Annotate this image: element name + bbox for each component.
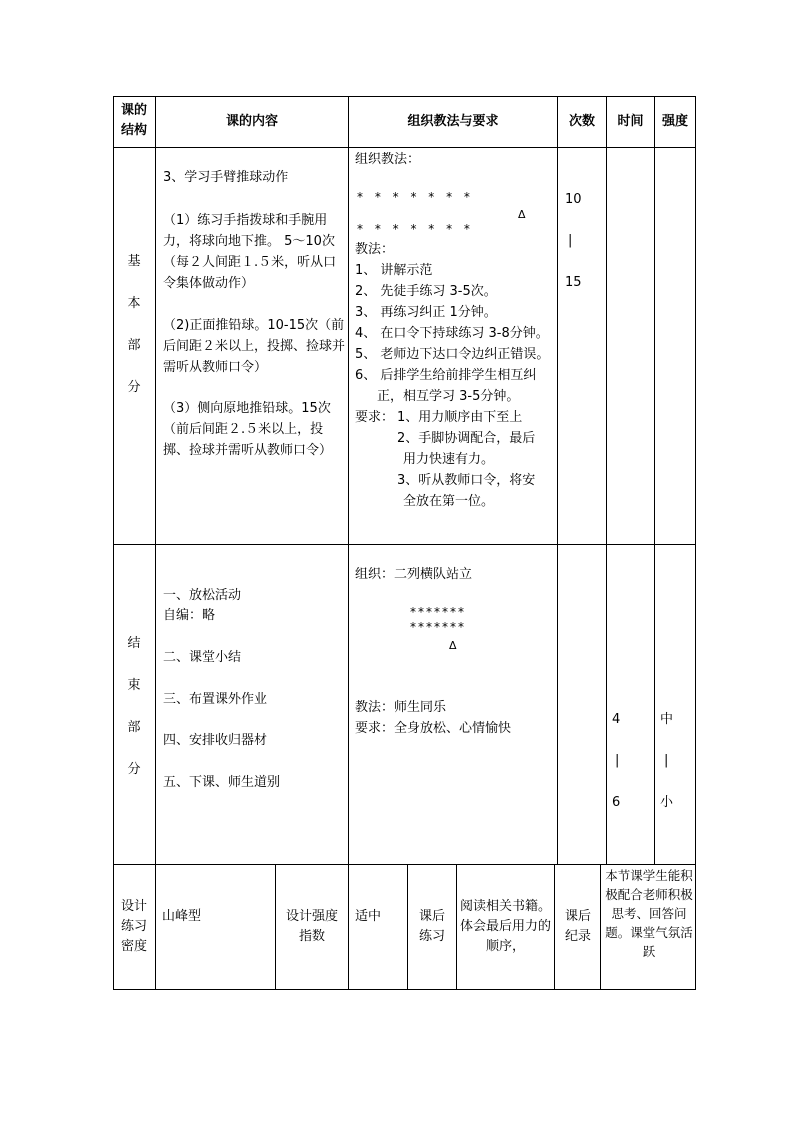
basic-paragraph-3: （3）侧向原地推铅球。15次（前后间距２.５米以上，投掷、捡球并需听从教师口令） [163,401,333,458]
ending-item: 一、放松活动 [163,588,242,603]
basic-step: 1、 讲解示范 [355,263,433,278]
header-intensity: 强度 [661,114,688,129]
intensity-index-value: 适中 [355,909,382,924]
basic-paragraph-2: （2)正面推铅球。10-15次（前后间距２米以上，投掷、捡球并需听从教师口令） [163,318,346,375]
header-method: 组织教法与要求 [407,114,499,129]
ending-label-char: 部 [127,720,141,735]
basic-label-char: 基 [127,254,141,269]
basic-req: 全放在第一位。 [403,494,495,509]
basic-req: 用力快速有力。 [403,452,495,467]
record-label: 课后纪录 [564,909,591,944]
header-count: 次数 [568,114,595,129]
basic-req: 1、用力顺序由下至上 [397,410,523,425]
ending-time-max: 6 [612,795,621,810]
homework-label: 课后练习 [418,909,445,944]
ending-org: 组织：二列横队站立 [355,567,473,582]
basic-step: 正，相互学习 3-5分钟。 [377,389,520,404]
basic-req: 3、听从教师口令，将安 [397,473,536,488]
basic-step: 4、 在口令下持球练习 3-8分钟。 [355,326,549,341]
basic-label-char: 部 [127,338,141,353]
ending-time-min: 4 [612,712,621,727]
header-content: 课的内容 [225,114,278,129]
ending-item: 自编：略 [163,608,216,623]
ending-label-char: 结 [127,636,141,651]
ending-item: 四、安排收归器材 [163,733,268,748]
basic-step: 3、 再练习纠正 1分钟。 [355,305,497,320]
basic-item-3: 3、学习手臂推球动作 [163,170,289,185]
basic-step: 6、 后排学生给前排学生相互纠 [355,368,537,383]
header-time: 时间 [617,114,644,129]
ending-teacher-mark: Δ [449,639,457,652]
density-label: 设计练习密度 [120,899,147,954]
basic-section-label [124,252,144,420]
ending-time-sep: | [615,753,620,768]
ending-stars-row-1: ******* [410,605,466,619]
basic-label-char: 本 [127,296,141,311]
basic-stars-row-2: * * * * * * * [357,222,470,236]
intensity-index-label: 设计强度指数 [285,909,338,944]
basic-org-title: 组织教法： [355,152,421,167]
basic-count-sep: | [568,233,573,248]
ending-stars-row-2: ******* [410,620,466,634]
basic-teacher-mark: Δ [518,208,526,221]
basic-step: 2、 先徒手练习 3-5次。 [355,284,497,299]
ending-intensity-high: 中 [660,712,674,727]
ending-section-label [124,634,144,802]
basic-teach-title: 教法： [355,242,395,257]
header-structure: 课的结构 [120,103,147,138]
basic-count-min: 10 [565,192,582,207]
density-value: 山峰型 [162,909,202,924]
basic-paragraph-1: （1）练习手指拨球和手腕用力，将球向地下推。 5～10次（每２人间距１.５米，听从口令集体做动作） [163,213,337,291]
basic-stars-row-1: * * * * * * * [357,190,470,204]
basic-step: 5、 老师边下达口令边纠正错误。 [355,347,550,362]
basic-req: 2、手脚协调配合，最后 [397,431,536,446]
ending-item: 二、课堂小结 [163,650,242,665]
basic-label-char: 分 [127,380,141,395]
ending-label-char: 分 [127,762,141,777]
basic-count-max: 15 [565,275,582,290]
ending-label-char: 束 [127,678,141,693]
ending-teach: 教法：师生同乐 [355,700,447,715]
homework-value: 阅读相关书籍。体会最后用力的顺序， [459,899,551,954]
ending-item: 三、布置课外作业 [163,692,268,707]
ending-req: 要求：全身放松、心情愉快 [355,721,512,736]
basic-req-title: 要求： [355,410,395,425]
ending-intensity-low: 小 [660,795,674,810]
record-value: 本节课学生能积极配合老师积极思考、回答问题。课堂气氛活跃 [605,868,693,959]
ending-item: 五、下课、师生道别 [163,775,281,790]
ending-intensity-sep: | [664,753,669,768]
